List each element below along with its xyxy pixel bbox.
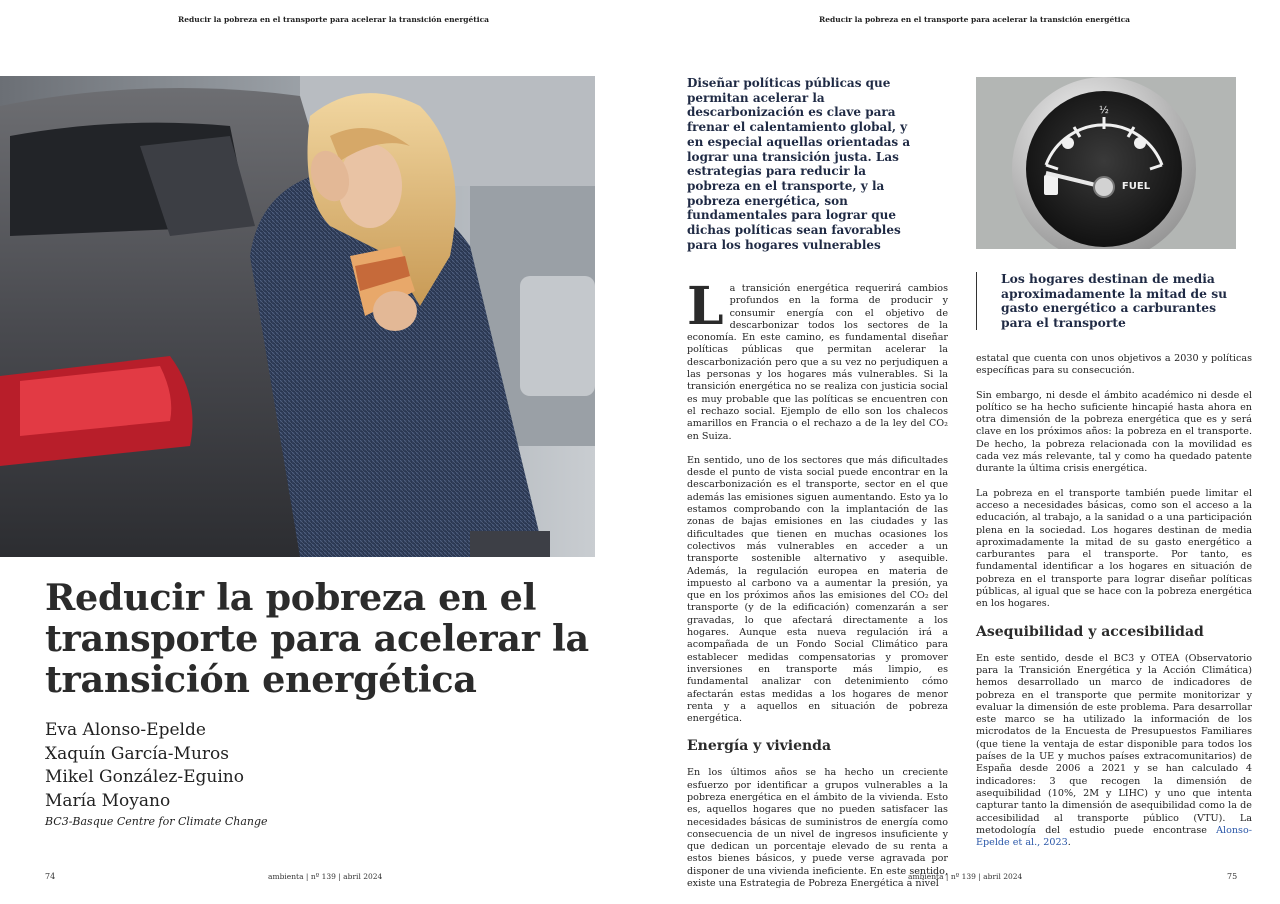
gauge-half-label: ½	[1099, 105, 1109, 116]
woman-refueling-car-photo	[0, 76, 595, 557]
body-paragraph: Sin embargo, ni desde el ámbito académico ni desde el político se ha hecho suficiente hincapié hasta ahora en otra dimensión de la pobreza energética que es y será clave en los próximos años: la pobreza en el transporte. De hecho, la pobreza relacionada con la movilidad es cada vez más relevante, tal y como ha quedado patente durante la última crisis energética.	[976, 389, 1252, 475]
fuel-gauge-photo	[976, 77, 1236, 249]
section-heading-asequibilidad: Asequibilidad y accesibilidad	[976, 623, 1204, 640]
body-paragraph: En este sentido, desde el BC3 y OTEA (Observatorio para la Transición Energética y la Acción Climática) hemos desarrollado un marco de indicadores de pobreza en el transporte que permite monitorizar y evaluar la dimensión de este problema. Para desarrollar este marco se ha utilizado la información de los microdatos de la Encuesta de Presupuestos Familiares (que tiene la ventaja de estar disponible para todos los países de la UE y muchos países extracomunitarios) de España desde 2006 a 2021 y se han calculado 4 indicadores: 3 que recogen la dimensión de asequibilidad (10%, 2M y LIHC) y uno que intenta capturar tanto la dimensión de asequibilidad como la de accesibilidad al transporte público (VTU). La metodología del estudio puede encontrase	[976, 652, 1252, 836]
body-paragraph: En sentido, uno de los sectores que más dificultades desde el punto de vista social puede encontrar en la descarbonización es el transporte, sector en el que además las emisiones siguen aumentando. Esto ya lo estamos comprobando con la implantación de las zonas de bajas emisiones en las ciudades y las dificultades que tienen en muchas ocasiones los colectivos más vulnerables en acceder a un transporte sostenible alternativo y asequible. Además, la regulación europea en materia de impuesto al carbono va a aumentar la presión, ya que en los próximos años las emisiones del CO₂ del transporte (y de la edificación) comenzarán a ser gravadas, lo que afectará directamente a los hogares. Aunque esta nueva regulación irá a acompañada de un Fondo Social Climático para establecer medidas compensatorias y promover inversiones en transporte más limpio, es fundamental analizar con detenimiento cómo afectarán estas medidas a los hogares de menor renta y a aquellos en situación de pobreza energética.	[687, 454, 948, 725]
author: Mikel González-Eguino	[45, 767, 244, 787]
author: Xaquín García-Muros	[45, 743, 229, 764]
page-number-right: 75	[1227, 872, 1238, 881]
author-list	[45, 719, 244, 813]
author-affiliation: BC3-Basque Centre for Climate Change	[45, 815, 268, 828]
text-column-1	[687, 276, 948, 902]
drop-cap: L	[687, 276, 724, 337]
running-head-right: Reducir la pobreza en el transporte para acelerar la transición energética	[819, 15, 1131, 24]
footer-left: ambienta | nº 139 | abril 2024	[268, 872, 383, 881]
body-paragraph: a transición energética requerirá cambios profundos en la forma de producir y consumir energía con el objetivo de descarbonizar todos los sectores de la economía. En este camino, es fundamental diseñar políticas públicas que permitan acelerar la descarbonización pero que a su vez no perjudiquen a las personas y los hogares más vulnerables. Si la transición energética no se realiza con justicia social es muy probable que las políticas se encuentren con el rechazo social. Ejemplo de ello son los chalecos amarillos en Francia o el rechazo a de la ley del CO₂ en Suiza.	[687, 283, 948, 442]
author: Eva Alonso-Epelde	[45, 720, 206, 740]
footer-right: ambienta | nº 139 | abril 2024	[908, 872, 1023, 881]
lead-paragraph: Diseñar políticas públicas que permitan acelerar la descarbonización es clave para frenar el calentamiento global, y en especial aquellas orientadas a lograr una transición justa. Las estrategias para reducir la pobreza en el transporte, y la pobreza energética, son fundamentales para lograr que dichas políticas sean favorables para los hogares vulnerables	[687, 76, 911, 252]
pull-quote: Los hogares destinan de media aproximadamente la mitad de su gasto energético a carburantes para el transporte	[976, 272, 1251, 330]
author: María Moyano	[45, 790, 171, 811]
right-page	[640, 0, 1280, 904]
article-title: Reducir la pobreza en el transporte para acelerar la transición energética	[45, 576, 589, 701]
sentence-end: .	[1067, 837, 1071, 849]
body-paragraph: En los últimos años se ha hecho un creciente esfuerzo por identificar a grupos vulnerables a la pobreza energética en el ámbito de la vivienda. Esto es, aquellos hogares que no pueden satisfacer las necesidades básicas de suministros de energía como consecuencia de un nivel de ingresos insuficiente y que dedican un porcentaje elevado de su renta a estos bienes básicos, y puede verse agravada por disponer de una vivienda ineficiente. En este sentido, existe una Estrategia de Pobreza Energética a nivel	[687, 767, 948, 890]
body-paragraph: estatal que cuenta con unos objetivos a 2030 y políticas específicas para su consecución.	[976, 353, 1252, 377]
page-number-left: 74	[45, 872, 56, 881]
text-column-2	[976, 353, 1252, 861]
section-heading-energia: Energía y vivienda	[687, 738, 832, 755]
gauge-fuel-label: FUEL	[1121, 181, 1151, 192]
body-paragraph: La pobreza en el transporte también puede limitar el acceso a necesidades básicas, como son el acceso a la educación, al trabajo, a la sanidad o a una participación plena en la sociedad. Los hogares destinan de media aproximadamente la mitad de su gasto energético a carburantes para el transporte. Por tanto, es fundamental identificar a los hogares en situación de pobreza en el transporte para lograr diseñar políticas públicas, al igual que se hace con la pobreza energética en los hogares.	[976, 487, 1252, 610]
citation-link[interactable]: Alonso-Epelde et al., 2023	[976, 824, 1252, 849]
running-head-left: Reducir la pobreza en el transporte para acelerar la transición energética	[178, 15, 490, 24]
